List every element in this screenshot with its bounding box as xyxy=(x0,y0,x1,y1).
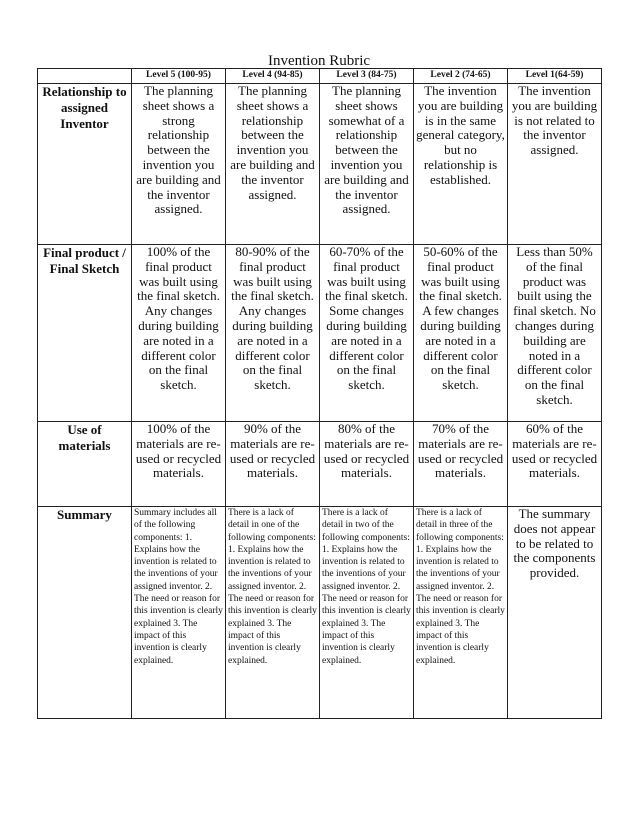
rubric-cell: The planning sheet shows a strong relationship between the invention you are building and the inventor assigned. xyxy=(132,84,226,245)
rubric-row-final-product xyxy=(38,245,602,422)
rubric-cell: 70% of the materials are re-used or recycled materials. xyxy=(414,422,508,507)
rubric-cell: The invention you are building is in the same general category, but no relationship is established. xyxy=(414,84,508,245)
rubric-cell: There is a lack of detail in one of the following components: 1. Explains how the invention is related to the inventions of your assigned inventor. 2. The need or reason for this invention is clearly explained 3. The impact of this invention is clearly explained. xyxy=(226,507,320,719)
rubric-cell: There is a lack of detail in three of the following components: 1. Explains how the invention is related to the inventions of your assigned inventor. 2. The need or reason for this invention is clearly explained 3. The impact of this invention is clearly explained. xyxy=(414,507,508,719)
criterion-label: Use of materials xyxy=(38,422,132,507)
page-title: Invention Rubric xyxy=(267,53,371,69)
criterion-label: Relationship to assigned Inventor xyxy=(38,84,132,245)
level-header: Level 4 (94-85) xyxy=(226,69,320,84)
criterion-label: Summary xyxy=(38,507,132,719)
rubric-cell: The summary does not appear to be related to the components provided. xyxy=(508,507,602,719)
criterion-label: Final product / Final Sketch xyxy=(38,245,132,422)
rubric-cell: The invention you are building is not related to the inventor assigned. xyxy=(508,84,602,245)
rubric-cell: 100% of the materials are re-used or recycled materials. xyxy=(132,422,226,507)
rubric-row-materials xyxy=(38,422,602,507)
rubric-row-relationship xyxy=(38,84,602,245)
level-header: Level 2 (74-65) xyxy=(414,69,508,84)
rubric-cell: There is a lack of detail in two of the following components: 1. Explains how the invention is related to the inventions of your assigned inventor. 2. The need or reason for this invention is clearly explained 3. The impact of this invention is clearly explained. xyxy=(320,507,414,719)
rubric-cell: The planning sheet shows a relationship between the invention you are building and the inventor assigned. xyxy=(226,84,320,245)
level-header: Level 5 (100-95) xyxy=(132,69,226,84)
rubric-cell: 60% of the materials are re-used or recycled materials. xyxy=(508,422,602,507)
header-row xyxy=(38,69,602,84)
rubric-cell: 100% of the final product was built using the final sketch. Any changes during building are noted in a different color on the final sketch. xyxy=(132,245,226,422)
rubric-cell: Summary includes all of the following components: 1. Explains how the invention is related to the inventions of your assigned inventor. 2. The need or reason for this invention is clearly explained 3. The impact of this invention is clearly explained. xyxy=(132,507,226,719)
rubric-cell: Less than 50% of the final product was built using the final sketch. No changes during building are noted in a different color on the final sketch. xyxy=(508,245,602,422)
level-header: Level 1(64-59) xyxy=(508,69,602,84)
rubric-row-summary xyxy=(38,507,602,719)
corner-cell xyxy=(38,69,132,84)
rubric-cell: 60-70% of the final product was built using the final sketch. Some changes during building are noted in a different color on the final sketch. xyxy=(320,245,414,422)
rubric-cell: 80-90% of the final product was built using the final sketch. Any changes during building are noted in a different color on the final sketch. xyxy=(226,245,320,422)
rubric-cell: 90% of the materials are re-used or recycled materials. xyxy=(226,422,320,507)
level-header: Level 3 (84-75) xyxy=(320,69,414,84)
rubric-cell: The planning sheet shows somewhat of a relationship between the invention you are building and the inventor assigned. xyxy=(320,84,414,245)
rubric-cell: 80% of the materials are re-used or recycled materials. xyxy=(320,422,414,507)
rubric-cell: 50-60% of the final product was built using the final sketch. A few changes during building are noted in a different color on the final sketch. xyxy=(414,245,508,422)
rubric-table xyxy=(37,68,602,719)
